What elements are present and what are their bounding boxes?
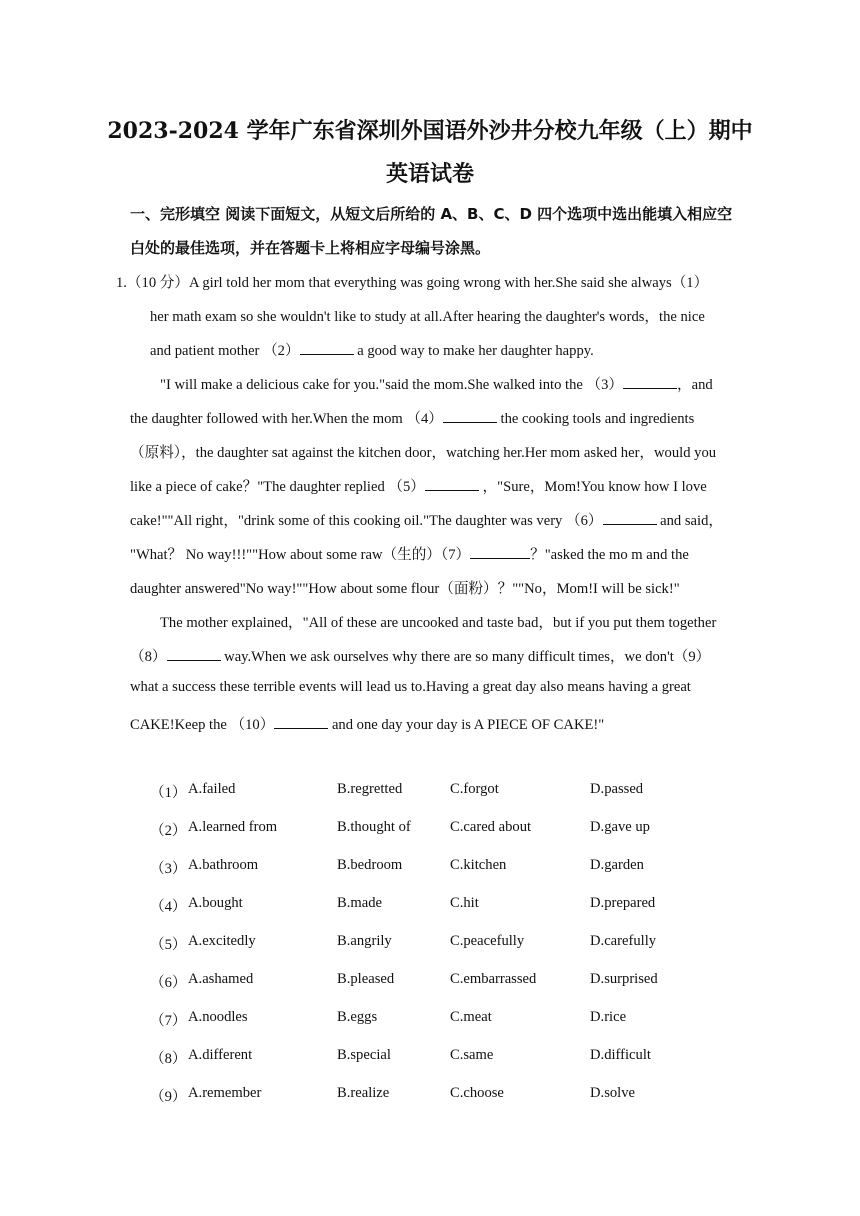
option-b: B.pleased	[337, 971, 395, 987]
option-c: C.forgot	[450, 781, 499, 797]
option-c: C.choose	[450, 1085, 504, 1101]
passage-text: （8）	[130, 649, 167, 665]
option-b: B.bedroom	[337, 857, 403, 873]
option-a: A.noodles	[188, 1009, 248, 1025]
option-c: C.same	[450, 1047, 494, 1063]
passage-text: ，"Sure，Mom!You know how I love	[478, 479, 707, 495]
passage-line	[160, 373, 713, 394]
option-b: B.angrily	[337, 933, 392, 949]
option-number: （6）	[150, 975, 187, 991]
answer-blank-4	[443, 408, 497, 423]
passage-line: The mother explained，"All of these are uncooked and taste bad，but if you put them together	[160, 615, 717, 631]
option-b: B.thought of	[337, 819, 411, 835]
option-a: A.learned from	[188, 819, 278, 835]
option-d: D.carefully	[590, 933, 657, 949]
option-number: （5）	[150, 937, 187, 953]
answer-blank-10	[274, 714, 328, 729]
answer-blank-6	[603, 510, 657, 525]
option-b: B.made	[337, 895, 382, 911]
passage-line	[150, 339, 594, 360]
option-b: B.regretted	[337, 781, 403, 797]
option-d: D.surprised	[590, 971, 658, 987]
option-number: （4）	[150, 899, 187, 915]
passage-text: ？"asked the mo m and the	[530, 547, 689, 563]
option-number: （2）	[150, 823, 187, 839]
option-number: （9）	[150, 1089, 187, 1105]
option-d: D.garden	[590, 857, 644, 873]
option-number: （3）	[150, 861, 187, 877]
passage-line: （原料），the daughter sat against the kitchen door，watching her.Her mom asked her，would you	[130, 445, 717, 461]
option-b: B.realize	[337, 1085, 390, 1101]
option-a: A.remember	[188, 1085, 262, 1101]
passage-line	[130, 645, 710, 666]
section-instruction-line2: 白处的最佳选项，并在答题卡上将相应字母编号涂黑。	[130, 239, 491, 257]
passage-text: CAKE!Keep the （10）	[130, 717, 275, 733]
passage-line	[130, 543, 689, 564]
option-d: D.passed	[590, 781, 644, 797]
passage-text: the cooking tools and ingredients	[496, 411, 695, 427]
answer-blank-5	[425, 476, 479, 491]
passage-line: her math exam so she wouldn't like to study at all.After hearing the daughter's words，the nice	[150, 309, 705, 325]
section-instruction-line1: 一、完形填空 阅读下面短文，从短文后所给的 A、B、C、D 四个选项中选出能填入相应空	[130, 205, 733, 223]
option-a: A.bathroom	[188, 857, 259, 873]
option-d: D.solve	[590, 1085, 635, 1101]
option-c: C.embarrassed	[450, 971, 537, 987]
answer-blank-8	[167, 646, 221, 661]
passage-line	[130, 713, 604, 734]
passage-text: way.When we ask ourselves why there are so many difficult times，we don't（9）	[220, 649, 711, 665]
option-a: A.different	[188, 1047, 253, 1063]
passage-line	[130, 407, 694, 428]
passage-text: like a piece of cake？"The daughter replied （5）	[130, 479, 425, 495]
passage-line	[130, 509, 723, 530]
option-a: A.ashamed	[188, 971, 254, 987]
passage-text: and patient mother （2）	[150, 343, 300, 359]
exam-title-line2: 英语试卷	[385, 161, 474, 187]
option-a: A.excitedly	[188, 933, 256, 949]
answer-blank-3	[623, 374, 677, 389]
exam-title-line1: 2023-2024 学年广东省深圳外国语外沙井分校九年级（上）期中	[107, 118, 753, 144]
passage-text: "What？ No way!!!""How about some raw（生的）（7）	[130, 547, 471, 563]
passage-text: cake!""All right，"drink some of this cooking oil."The daughter was very （6）	[130, 513, 603, 529]
passage-text: and one day your day is A PIECE OF CAKE!"	[328, 717, 605, 733]
passage-line: 1.（10 分）A girl told her mom that everything was going wrong with her.She said she always（1）	[116, 275, 709, 291]
option-d: D.gave up	[590, 819, 650, 835]
option-c: C.kitchen	[450, 857, 507, 873]
passage-text: the daughter followed with her.When the mom （4）	[130, 411, 443, 427]
option-c: C.peacefully	[450, 933, 525, 949]
option-c: C.cared about	[450, 819, 532, 835]
passage-text: ，and	[677, 377, 713, 393]
option-number: （7）	[150, 1013, 187, 1029]
option-d: D.rice	[590, 1009, 627, 1025]
option-a: A.bought	[188, 895, 243, 911]
passage-text: and said，	[656, 513, 723, 529]
option-number: （1）	[150, 785, 187, 801]
passage-text: "I will make a delicious cake for you."said the mom.She walked into the （3）	[160, 377, 623, 393]
option-number: （8）	[150, 1051, 187, 1067]
passage-line: what a success these terrible events will lead us to.Having a great day also means having a great	[130, 679, 691, 695]
option-b: B.special	[337, 1047, 391, 1063]
option-d: D.difficult	[590, 1047, 651, 1063]
answer-blank-7	[470, 544, 530, 559]
option-b: B.eggs	[337, 1009, 378, 1025]
option-c: C.hit	[450, 895, 479, 911]
option-c: C.meat	[450, 1009, 492, 1025]
answer-blank-2	[300, 340, 354, 355]
passage-line: daughter answered"No way!""How about some flour（面粉）？""No，Mom!I will be sick!"	[130, 581, 680, 597]
passage-text: a good way to make her daughter happy.	[353, 343, 594, 359]
passage-line	[130, 475, 707, 496]
option-a: A.failed	[188, 781, 236, 797]
option-d: D.prepared	[590, 895, 656, 911]
